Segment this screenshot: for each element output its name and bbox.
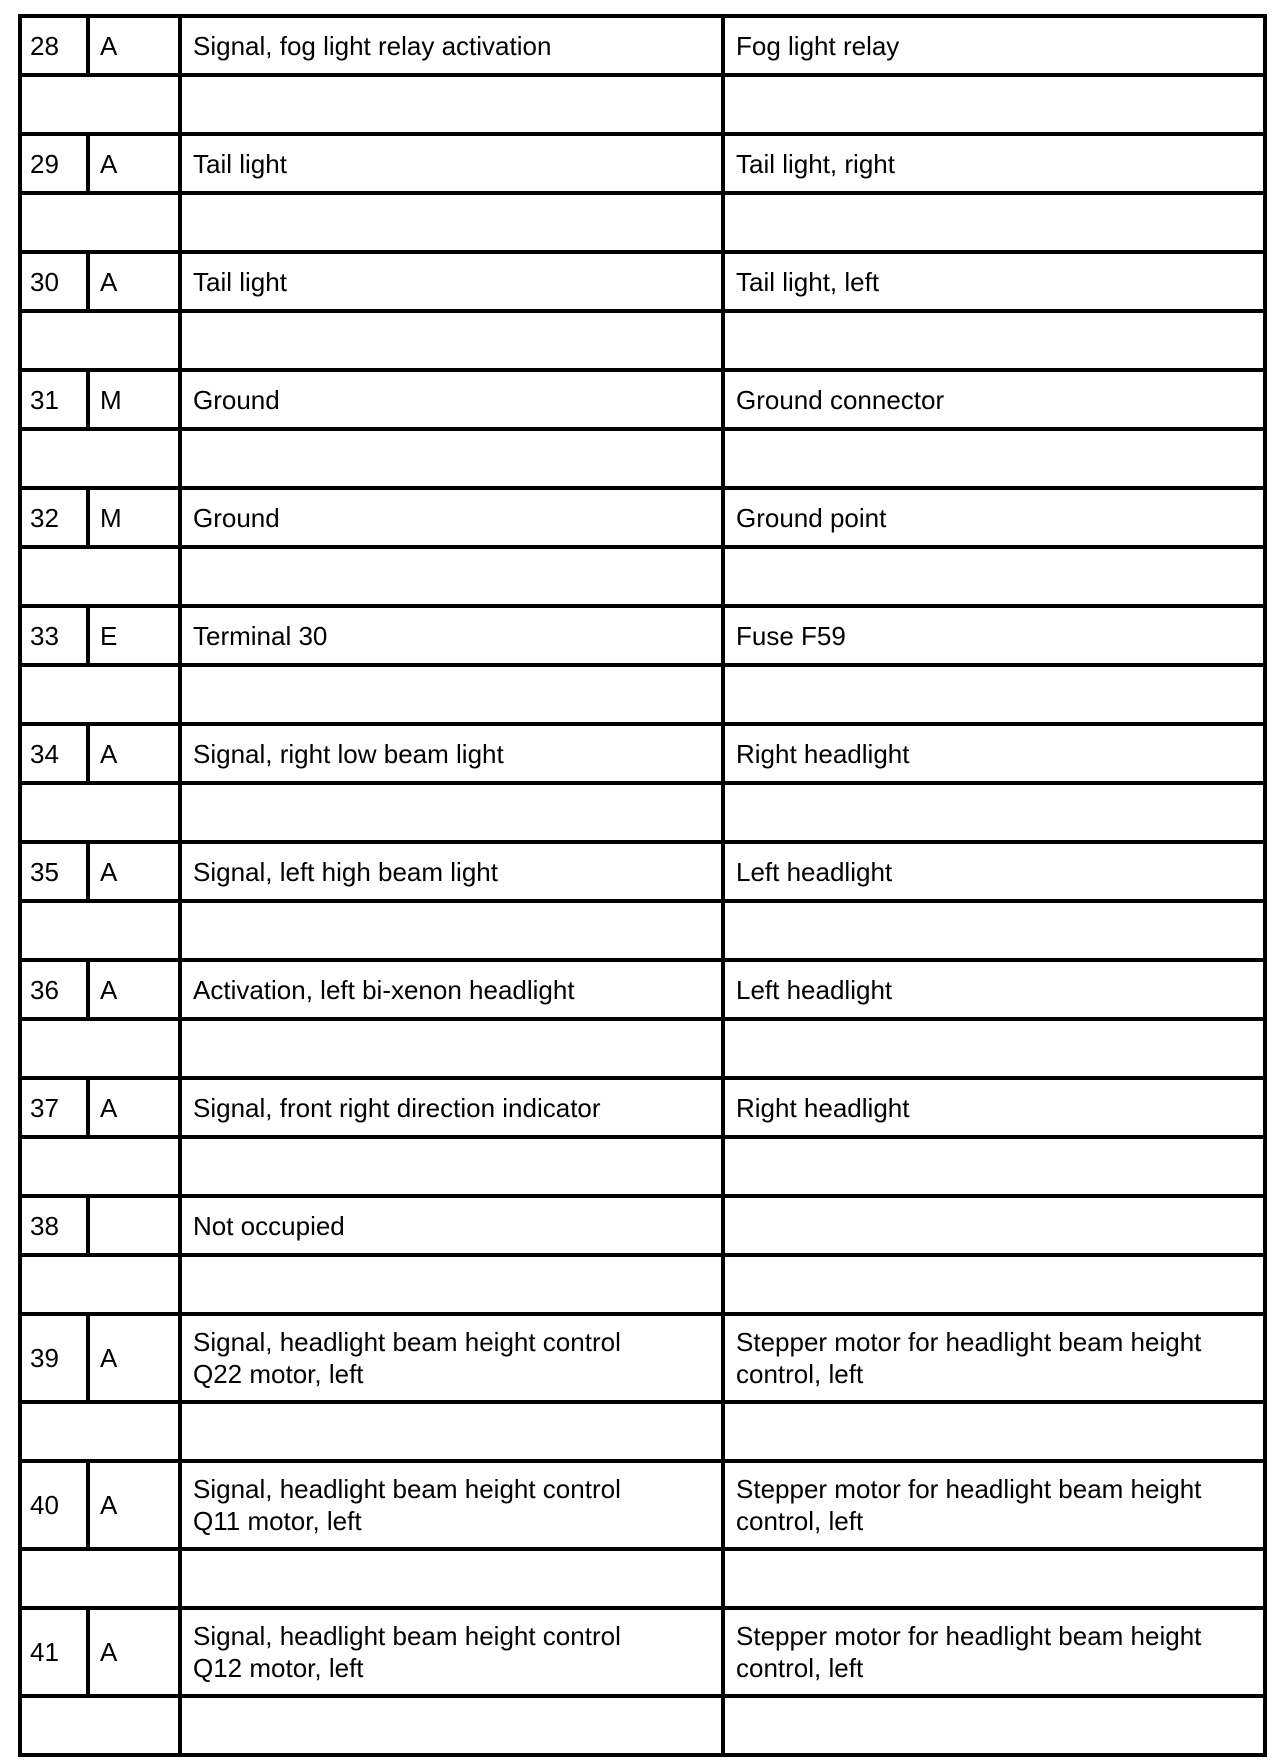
- connection-cell: [723, 134, 1265, 193]
- connection-cell: [723, 724, 1265, 783]
- empty-cell: [180, 547, 723, 606]
- description-line: Tail light: [193, 266, 287, 297]
- pin-number-cell: 37: [20, 1078, 88, 1137]
- signal-description-cell: [180, 1196, 723, 1255]
- empty-cell: [180, 1696, 723, 1755]
- pin-number-cell: 33: [20, 606, 88, 665]
- empty-cell: [20, 901, 180, 960]
- spacer-row: [20, 75, 1265, 134]
- signal-type-cell: M: [88, 488, 180, 547]
- signal-type-cell: A: [88, 16, 180, 75]
- signal-description-cell: [180, 1314, 723, 1402]
- signal-description-cell: [180, 960, 723, 1019]
- spacer-row: [20, 311, 1265, 370]
- pin-number-cell: 35: [20, 842, 88, 901]
- connection-line: Stepper motor for headlight beam height: [736, 1621, 1202, 1651]
- signal-type-cell: A: [88, 1078, 180, 1137]
- signal-description-cell: [180, 606, 723, 665]
- pin-number-cell: 32: [20, 488, 88, 547]
- signal-type-cell: A: [88, 134, 180, 193]
- signal-type-cell: E: [88, 606, 180, 665]
- spacer-row: [20, 1137, 1265, 1196]
- table-row: [20, 606, 1265, 665]
- spacer-row: [20, 193, 1265, 252]
- table-row: [20, 1314, 1265, 1402]
- empty-cell: [723, 1019, 1265, 1078]
- pin-number-cell: 36: [20, 960, 88, 1019]
- signal-description-cell: [180, 724, 723, 783]
- signal-description-cell: [180, 842, 723, 901]
- signal-description-cell: [180, 1078, 723, 1137]
- description-line: Activation, left bi-xenon headlight: [193, 974, 575, 1005]
- table-row: [20, 1078, 1265, 1137]
- description-line: Ground: [193, 384, 280, 415]
- spacer-row: [20, 429, 1265, 488]
- connection-line: Ground point: [736, 502, 887, 533]
- description-line: Q22 motor, left: [193, 1359, 364, 1389]
- description-line: Terminal 30: [193, 620, 328, 651]
- pin-number-cell: 34: [20, 724, 88, 783]
- description-line: Signal, headlight beam height control: [193, 1621, 621, 1651]
- empty-cell: [723, 783, 1265, 842]
- connection-line: Stepper motor for headlight beam height: [736, 1327, 1202, 1357]
- empty-cell: [20, 1255, 180, 1314]
- connection-cell: [723, 960, 1265, 1019]
- connection-cell: [723, 606, 1265, 665]
- spacer-row: [20, 1019, 1265, 1078]
- connection-cell: [723, 488, 1265, 547]
- signal-description-cell: [180, 488, 723, 547]
- connection-cell: [723, 1608, 1265, 1696]
- signal-type-cell: M: [88, 370, 180, 429]
- signal-description-cell: [180, 370, 723, 429]
- pin-number-cell: 40: [20, 1461, 88, 1549]
- table-row: [20, 1608, 1265, 1696]
- empty-cell: [20, 1019, 180, 1078]
- signal-description-cell: [180, 16, 723, 75]
- connection-line: Left headlight: [736, 856, 893, 887]
- empty-cell: [20, 311, 180, 370]
- connection-cell: [723, 1078, 1265, 1137]
- empty-cell: [180, 901, 723, 960]
- connection-cell: [723, 1196, 1265, 1255]
- empty-cell: [723, 75, 1265, 134]
- empty-cell: [723, 1549, 1265, 1608]
- table-row: [20, 370, 1265, 429]
- signal-type-cell: A: [88, 1608, 180, 1696]
- description-line: Ground: [193, 502, 280, 533]
- empty-cell: [723, 1255, 1265, 1314]
- empty-cell: [20, 665, 180, 724]
- empty-cell: [723, 311, 1265, 370]
- pin-number-cell: 28: [20, 16, 88, 75]
- empty-cell: [180, 1402, 723, 1461]
- empty-cell: [723, 1696, 1265, 1755]
- signal-type-cell: A: [88, 1461, 180, 1549]
- pin-number-cell: 31: [20, 370, 88, 429]
- description-line: Signal, front right direction indicator: [193, 1092, 601, 1123]
- connection-line: control, left: [736, 1506, 864, 1536]
- connection-cell: [723, 1314, 1265, 1402]
- signal-description-cell: [180, 252, 723, 311]
- connection-line: Left headlight: [736, 974, 893, 1005]
- signal-type-cell: A: [88, 252, 180, 311]
- empty-cell: [180, 1137, 723, 1196]
- table-row: [20, 134, 1265, 193]
- connection-cell: [723, 1461, 1265, 1549]
- empty-cell: [20, 429, 180, 488]
- connection-line: Tail light, right: [736, 148, 895, 179]
- signal-type-cell: A: [88, 1314, 180, 1402]
- empty-cell: [20, 193, 180, 252]
- pin-number-cell: 38: [20, 1196, 88, 1255]
- empty-cell: [20, 1137, 180, 1196]
- signal-type-cell: A: [88, 960, 180, 1019]
- spacer-row: [20, 783, 1265, 842]
- description-line: Q12 motor, left: [193, 1653, 364, 1683]
- description-line: Q11 motor, left: [193, 1506, 362, 1536]
- signal-description-cell: [180, 1608, 723, 1696]
- description-line: Tail light: [193, 148, 287, 179]
- table-row: [20, 960, 1265, 1019]
- empty-cell: [20, 1402, 180, 1461]
- connection-line: control, left: [736, 1359, 864, 1389]
- signal-type-cell: [88, 1196, 180, 1255]
- pin-number-cell: 30: [20, 252, 88, 311]
- table-row: [20, 1461, 1265, 1549]
- empty-cell: [180, 665, 723, 724]
- connection-cell: [723, 16, 1265, 75]
- empty-cell: [180, 311, 723, 370]
- table-row: [20, 488, 1265, 547]
- pin-number-cell: 29: [20, 134, 88, 193]
- connection-cell: [723, 842, 1265, 901]
- signal-description-cell: [180, 1461, 723, 1549]
- pin-assignment-table: [18, 14, 1267, 1757]
- empty-cell: [180, 429, 723, 488]
- description-line: Signal, headlight beam height control: [193, 1474, 621, 1504]
- table-row: [20, 252, 1265, 311]
- spacer-row: [20, 547, 1265, 606]
- empty-cell: [723, 901, 1265, 960]
- connection-line: Ground connector: [736, 384, 945, 415]
- connection-line: Right headlight: [736, 738, 910, 769]
- signal-type-cell: A: [88, 842, 180, 901]
- description-line: Signal, right low beam light: [193, 738, 504, 769]
- description-line: Signal, left high beam light: [193, 856, 498, 887]
- empty-cell: [723, 193, 1265, 252]
- empty-cell: [723, 1402, 1265, 1461]
- empty-cell: [723, 1137, 1265, 1196]
- empty-cell: [20, 1696, 180, 1755]
- empty-cell: [20, 1549, 180, 1608]
- signal-description-cell: [180, 134, 723, 193]
- empty-cell: [180, 1019, 723, 1078]
- connection-line: Tail light, left: [736, 266, 880, 297]
- empty-cell: [723, 665, 1265, 724]
- empty-cell: [723, 547, 1265, 606]
- connection-line: control, left: [736, 1653, 864, 1683]
- connection-cell: [723, 370, 1265, 429]
- empty-cell: [180, 75, 723, 134]
- pin-table-body: [20, 16, 1265, 1755]
- empty-cell: [20, 547, 180, 606]
- empty-cell: [180, 1255, 723, 1314]
- signal-type-cell: A: [88, 724, 180, 783]
- table-row: [20, 16, 1265, 75]
- spacer-row: [20, 1696, 1265, 1755]
- empty-cell: [180, 783, 723, 842]
- connection-line: Stepper motor for headlight beam height: [736, 1474, 1202, 1504]
- empty-cell: [723, 429, 1265, 488]
- table-row: [20, 842, 1265, 901]
- spacer-row: [20, 1549, 1265, 1608]
- connection-line: Fog light relay: [736, 30, 900, 61]
- empty-cell: [20, 783, 180, 842]
- empty-cell: [180, 1549, 723, 1608]
- spacer-row: [20, 665, 1265, 724]
- description-line: Signal, fog light relay activation: [193, 30, 552, 61]
- spacer-row: [20, 901, 1265, 960]
- table-row: [20, 724, 1265, 783]
- pin-number-cell: 39: [20, 1314, 88, 1402]
- empty-cell: [20, 75, 180, 134]
- description-line: Signal, headlight beam height control: [193, 1327, 621, 1357]
- pin-number-cell: 41: [20, 1608, 88, 1696]
- description-line: Not occupied: [193, 1210, 345, 1241]
- spacer-row: [20, 1402, 1265, 1461]
- connection-line: Fuse F59: [736, 620, 846, 651]
- spacer-row: [20, 1255, 1265, 1314]
- empty-cell: [180, 193, 723, 252]
- table-row: [20, 1196, 1265, 1255]
- connection-line: Right headlight: [736, 1092, 910, 1123]
- connection-cell: [723, 252, 1265, 311]
